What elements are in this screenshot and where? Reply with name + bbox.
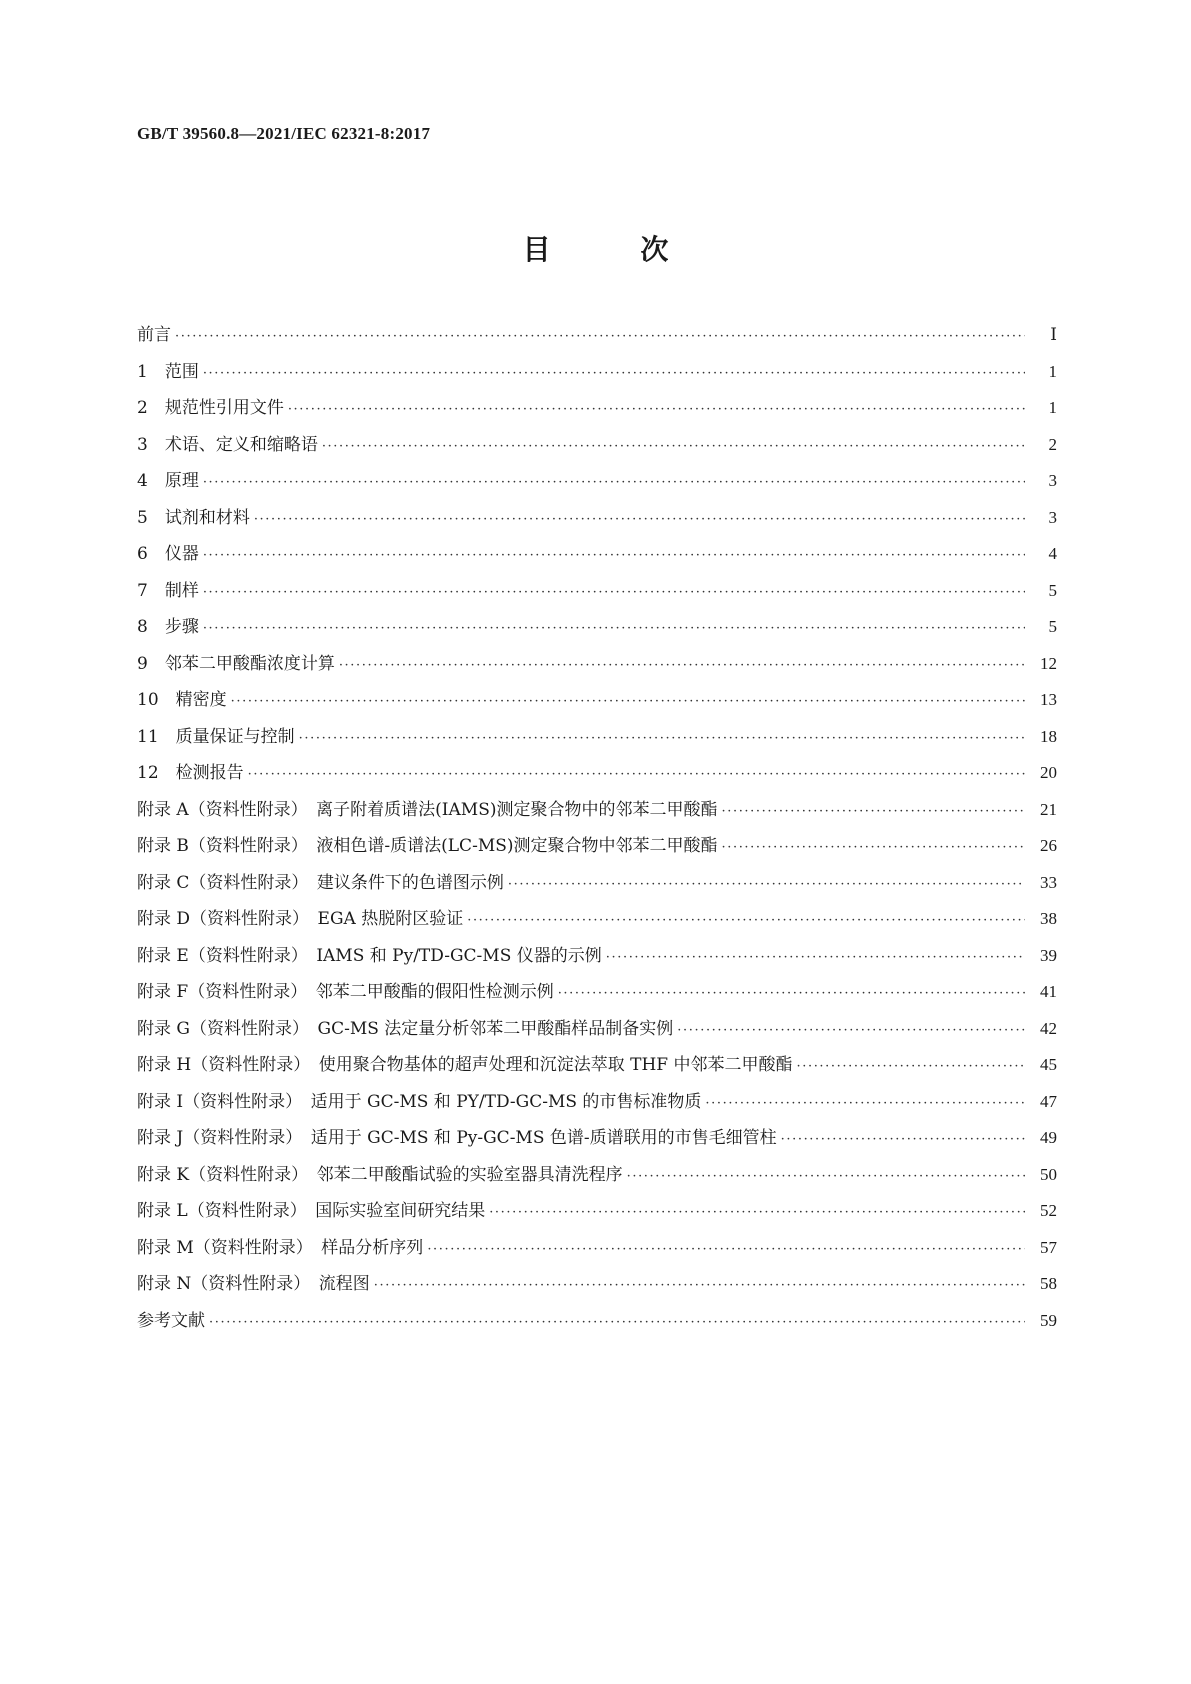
toc-entry[interactable] xyxy=(137,320,1057,357)
toc-entry-page: 57 xyxy=(1040,1237,1057,1257)
toc-entry[interactable] xyxy=(137,430,1057,467)
toc-entry-label: 附录 G（资料性附录） GC-MS 法定量分析邻苯二甲酸酯样品制备实例 xyxy=(137,1018,674,1039)
toc-entry-page: 18 xyxy=(1040,726,1057,746)
toc-entry-label: 10 精密度 xyxy=(137,690,227,710)
toc-entry[interactable] xyxy=(137,831,1057,868)
standard-code: GB/T 39560.8—2021/IEC 62321-8:2017 xyxy=(137,124,431,143)
toc-leader-dots xyxy=(722,840,1026,855)
toc-leader-dots xyxy=(374,1278,1025,1293)
toc-entry[interactable] xyxy=(137,612,1057,649)
toc-entry[interactable] xyxy=(137,795,1057,832)
toc-entry-page: Ⅰ xyxy=(1050,325,1057,344)
toc-entry-label: 5 试剂和材料 xyxy=(137,507,250,528)
toc-entry[interactable] xyxy=(137,539,1057,576)
toc-leader-dots xyxy=(209,1315,1025,1330)
toc-entry[interactable] xyxy=(137,1050,1057,1087)
toc-leader-dots xyxy=(467,913,1025,928)
toc-leader-dots xyxy=(797,1059,1026,1074)
toc-leader-dots xyxy=(558,986,1025,1001)
toc-entry-label: 9 邻苯二甲酸酯浓度计算 xyxy=(137,653,335,674)
toc-entry-page: 58 xyxy=(1040,1274,1057,1293)
toc-leader-dots xyxy=(677,1023,1025,1038)
toc-entry-page: 4 xyxy=(1048,544,1057,563)
toc-entry-label: 11 质量保证与控制 xyxy=(137,726,295,747)
toc-entry[interactable] xyxy=(137,758,1057,795)
toc-leader-dots xyxy=(627,1169,1025,1184)
toc-entry-page: 50 xyxy=(1040,1164,1057,1184)
toc-entry-page: 52 xyxy=(1040,1201,1057,1220)
toc-entry[interactable] xyxy=(137,466,1057,503)
toc-entry-page: 3 xyxy=(1048,507,1057,527)
toc-leader-dots xyxy=(254,512,1025,527)
toc-entry-page: 33 xyxy=(1040,872,1057,892)
toc-entry-page: 26 xyxy=(1040,836,1057,855)
toc-leader-dots xyxy=(339,658,1025,673)
toc-leader-dots xyxy=(722,804,1026,819)
toc-entry-page: 20 xyxy=(1040,763,1057,782)
toc-leader-dots xyxy=(427,1242,1025,1257)
toc-leader-dots xyxy=(489,1205,1025,1220)
toc-entry[interactable] xyxy=(137,941,1057,978)
toc-entry-label: 附录 H（资料性附录） 使用聚合物基体的超声处理和沉淀法萃取 THF 中邻苯二甲酸酯 xyxy=(137,1055,793,1075)
toc-entry-page: 42 xyxy=(1040,1018,1057,1038)
toc-entry[interactable] xyxy=(137,722,1057,759)
toc-entry-label: 参考文献 xyxy=(137,1310,205,1331)
toc-entry[interactable] xyxy=(137,1160,1057,1197)
toc-leader-dots xyxy=(203,366,1025,381)
toc-entry-label: 附录 A（资料性附录） 离子附着质谱法(IAMS)测定聚合物中的邻苯二甲酸酯 xyxy=(137,799,718,820)
toc-entry[interactable] xyxy=(137,904,1057,941)
toc-entry[interactable] xyxy=(137,977,1057,1014)
toc-entry-label: 8 步骤 xyxy=(137,617,199,637)
toc-entry-page: 21 xyxy=(1040,799,1057,819)
toc-leader-dots xyxy=(203,621,1025,636)
toc-entry-label: 3 术语、定义和缩略语 xyxy=(137,434,318,455)
toc-entry[interactable] xyxy=(137,1087,1057,1124)
toc-leader-dots xyxy=(705,1096,1025,1111)
toc-entry-label: 附录 B（资料性附录） 液相色谱-质谱法(LC-MS)测定聚合物中邻苯二甲酸酯 xyxy=(137,836,718,856)
toc-entry[interactable] xyxy=(137,357,1057,394)
toc-leader-dots xyxy=(299,731,1025,746)
toc-entry-label: 2 规范性引用文件 xyxy=(137,398,284,418)
toc-entry-page: 45 xyxy=(1040,1055,1057,1074)
toc-entry-label: 附录 I（资料性附录） 适用于 GC-MS 和 PY/TD-GC-MS 的市售标准物质 xyxy=(137,1091,702,1112)
toc-leader-dots xyxy=(606,950,1025,965)
toc-entry[interactable] xyxy=(137,503,1057,540)
toc-entry-page: 41 xyxy=(1040,982,1057,1001)
toc-entry[interactable] xyxy=(137,393,1057,430)
toc-entry-page: 5 xyxy=(1048,580,1057,600)
toc-leader-dots xyxy=(248,767,1025,782)
table-of-contents xyxy=(137,320,1057,1342)
toc-entry-page: 13 xyxy=(1040,690,1057,709)
toc-entry-page: 3 xyxy=(1048,471,1057,490)
toc-entry-label: 附录 F（资料性附录） 邻苯二甲酸酯的假阳性检测示例 xyxy=(137,982,554,1002)
toc-entry-page: 39 xyxy=(1040,945,1057,965)
toc-entry-label: 7 制样 xyxy=(137,580,199,601)
toc-entry-label: 前言 xyxy=(137,325,171,345)
toc-leader-dots xyxy=(175,329,1025,344)
toc-entry-label: 12 检测报告 xyxy=(137,763,244,783)
toc-entry-page: 2 xyxy=(1048,434,1057,454)
toc-entry-page: 47 xyxy=(1040,1091,1057,1111)
toc-leader-dots xyxy=(322,439,1025,454)
toc-entry-page: 59 xyxy=(1040,1310,1057,1330)
toc-leader-dots xyxy=(203,585,1025,600)
toc-entry[interactable] xyxy=(137,685,1057,722)
toc-entry[interactable] xyxy=(137,1269,1057,1306)
toc-leader-dots xyxy=(781,1132,1025,1147)
toc-entry-page: 49 xyxy=(1040,1128,1057,1147)
toc-entry[interactable] xyxy=(137,1014,1057,1051)
toc-entry-label: 附录 J（资料性附录） 适用于 GC-MS 和 Py-GC-MS 色谱-质谱联用的市售毛细管柱 xyxy=(137,1128,777,1148)
toc-entry-label: 附录 E（资料性附录） IAMS 和 Py/TD-GC-MS 仪器的示例 xyxy=(137,945,602,966)
toc-entry-label: 附录 M（资料性附录） 样品分析序列 xyxy=(137,1237,424,1258)
toc-entry[interactable] xyxy=(137,1196,1057,1233)
toc-entry-page: 1 xyxy=(1048,361,1057,381)
toc-entry[interactable] xyxy=(137,1306,1057,1343)
toc-entry-label: 4 原理 xyxy=(137,471,199,491)
toc-leader-dots xyxy=(288,402,1025,417)
toc-entry-label: 附录 K（资料性附录） 邻苯二甲酸酯试验的实验室器具清洗程序 xyxy=(137,1164,623,1185)
toc-entry-label: 附录 C（资料性附录） 建议条件下的色谱图示例 xyxy=(137,872,504,893)
toc-leader-dots xyxy=(203,475,1025,490)
toc-entry[interactable] xyxy=(137,576,1057,613)
toc-entry-label: 6 仪器 xyxy=(137,544,199,564)
toc-leader-dots xyxy=(508,877,1025,892)
toc-entry-label: 附录 L（资料性附录） 国际实验室间研究结果 xyxy=(137,1201,486,1221)
toc-entry[interactable] xyxy=(137,1123,1057,1160)
toc-leader-dots xyxy=(203,548,1025,563)
toc-entry-page: 5 xyxy=(1048,617,1057,636)
page-title: 目 次 xyxy=(522,233,709,266)
toc-entry[interactable] xyxy=(137,649,1057,686)
toc-entry[interactable] xyxy=(137,1233,1057,1270)
toc-entry-page: 1 xyxy=(1048,398,1057,417)
toc-entry-label: 附录 N（资料性附录） 流程图 xyxy=(137,1274,370,1294)
toc-leader-dots xyxy=(231,694,1025,709)
toc-entry-label: 1 范围 xyxy=(137,361,199,382)
toc-entry[interactable] xyxy=(137,868,1057,905)
toc-entry-page: 12 xyxy=(1040,653,1057,673)
toc-entry-page: 38 xyxy=(1040,909,1057,928)
toc-entry-label: 附录 D（资料性附录） EGA 热脱附区验证 xyxy=(137,909,464,929)
